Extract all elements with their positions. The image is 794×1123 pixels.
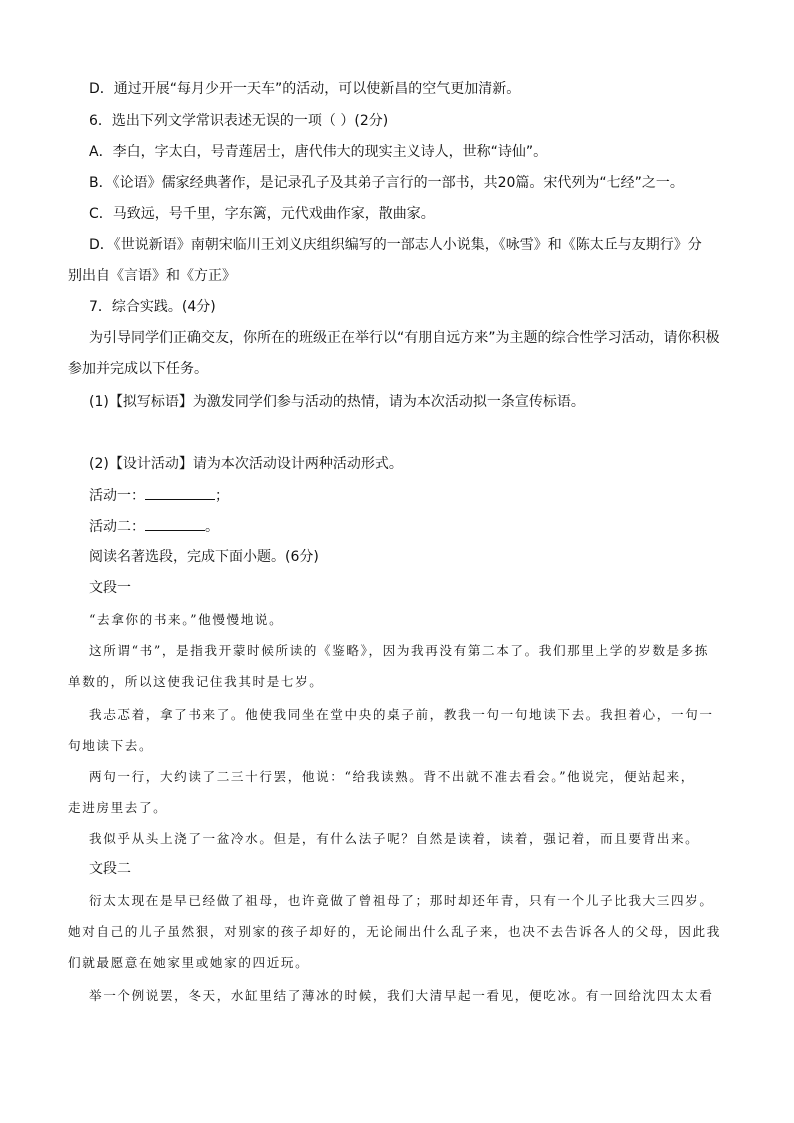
q6-option-d-line1: D．《世说新语》南朝宋临川王刘义庆组织编写的一部志人小说集，《咏雪》和《陈太丘与友期行》分 xyxy=(89,237,702,253)
passage1-line: 我似乎从头上浇了一盆冷水。但是，有什么法子呢？自然是读着，读着，强记着，而且要背出来。 xyxy=(89,831,700,846)
q6-option-d-line2: 别出自《言语》和《方正》 xyxy=(68,268,236,284)
passage1-line: 单数的，所以这使我记住我其时是七岁。 xyxy=(68,674,324,689)
q7-task2: (2)【设计活动】请为本次活动设计两种活动形式。 xyxy=(89,456,403,472)
passage2-line: 们就最愿意在她家里或她家的四近玩。 xyxy=(68,955,310,970)
activity2-label: 活动二： xyxy=(89,519,145,535)
q6-option-b: B．《论语》儒家经典著作，是记录孔子及其弟子言行的一部书，共20篇。宋代列为“七经”之一。 xyxy=(89,175,684,191)
q6-option-a: A．李白，字太白，号青莲居士，唐代伟大的现实主义诗人，世称“诗仙”。 xyxy=(89,144,548,160)
passage1-title: 文段一 xyxy=(89,580,131,596)
passage2-line: 衍太太现在是早已经做了祖母，也许竟做了曾祖母了；那时却还年青，只有一个儿子比我大三四岁。 xyxy=(89,893,714,908)
passage1-line: “去拿你的书来。”他慢慢地说。 xyxy=(89,612,284,627)
activity2-end: 。 xyxy=(205,519,219,535)
q5-option-d: D．通过开展“每月少开一天车”的活动，可以使新昌的空气更加清新。 xyxy=(89,81,521,97)
passage2-title: 文段二 xyxy=(89,861,131,877)
passage1-line: 句地读下去。 xyxy=(68,738,154,753)
activity1-end: ； xyxy=(215,488,229,504)
passage1-line: 两句一行，大约读了二三十行罢，他说：“给我读熟。背不出就不准去看会。”他说完，便站起来， xyxy=(89,769,695,784)
q7-task1: (1)【拟写标语】为激发同学们参与活动的热情，请为本次活动拟一条宣传标语。 xyxy=(89,394,585,410)
q7-stem: 7．综合实践。(4分) xyxy=(89,299,216,315)
activity2-row xyxy=(89,516,219,537)
activity1-row xyxy=(89,485,229,506)
passage1-line: 这所谓“书”，是指我开蒙时候所读的《鉴略》，因为我再没有第二本了。我们那里上学的岁数是多拣 xyxy=(89,643,710,658)
activity2-blank[interactable] xyxy=(145,516,205,531)
passage1-line: 走进房里去了。 xyxy=(68,800,168,815)
q8-stem: 阅读名著选段，完成下面小题。(6分) xyxy=(89,549,319,565)
passage1-line: 我忐忑着，拿了书来了。他使我同坐在堂中央的桌子前，教我一句一句地读下去。我担着心，一句一 xyxy=(89,707,714,722)
q7-intro-line1: 为引导同学们正确交友，你所在的班级正在举行以“有朋自远方来”为主题的综合性学习活动，请你积极 xyxy=(89,330,720,346)
passage2-line: 她对自己的儿子虽然狠，对别家的孩子却好的，无论闹出什么乱子来，也决不去告诉各人的父母，因此我 xyxy=(68,924,721,939)
activity1-blank[interactable] xyxy=(145,485,215,500)
q7-intro-line2: 参加并完成以下任务。 xyxy=(68,361,208,377)
q6-option-c: C．马致远，号千里，字东篱，元代戏曲作家，散曲家。 xyxy=(89,206,435,222)
activity1-label: 活动一： xyxy=(89,488,145,504)
q6-stem: 6．选出下列文学常识表述无误的一项（ ）(2分) xyxy=(89,113,389,129)
passage2-line: 举一个例说罢，冬天，水缸里结了薄冰的时候，我们大清早起一看见，便吃冰。有一回给沈四太太看 xyxy=(89,988,714,1003)
